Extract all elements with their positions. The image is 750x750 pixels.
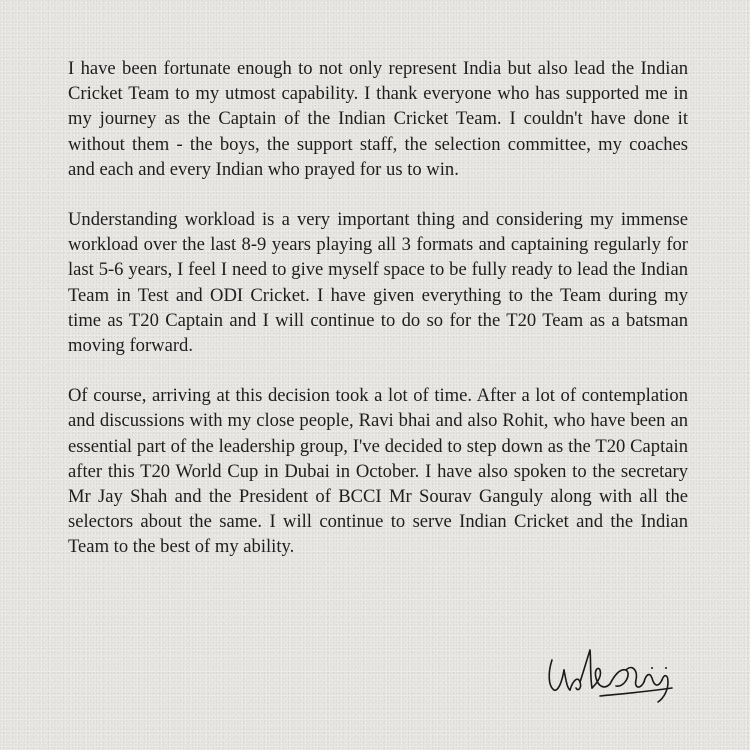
paragraph-workload: Understanding workload is a very important thing and considering my immense workload over the last 8-9 years playing all 3 formats and captaining regularly for last 5-6 years, I feel I need to give myself space to be fully ready to lead the Indian Team in Test and ODI Cricket. I have given everything to the Team during my time as T20 Captain and I will continue to do so for the T20 Team as a batsman moving forward.: [68, 209, 688, 357]
paragraph-decision: Of course, arriving at this decision took a lot of time. After a lot of contemplation and discussions with my close people, Ravi bhai and also Rohit, who have been an essential part of the leadership group, I've decided to step down as the T20 Captain after this T20 World Cup in Dubai in October. I have also spoken to the secretary Mr Jay Shah and the President of BCCI Mr Sourav Ganguly along with all the selectors about the same. I will continue to serve Indian Cricket and the Indian Team to the best of my ability.: [68, 385, 688, 558]
letter-body: [68, 56, 688, 585]
paragraph-gratitude: I have been fortunate enough to not only represent India but also lead the Indian Cricket Team to my utmost capability. I thank everyone who has supported me in my journey as the Captain of the Indian Cricket Team. I couldn't have done it without them - the boys, the support staff, the selection committee, my coaches and each and every Indian who prayed for us to win.: [68, 58, 688, 180]
handwritten-signature: [540, 630, 690, 710]
